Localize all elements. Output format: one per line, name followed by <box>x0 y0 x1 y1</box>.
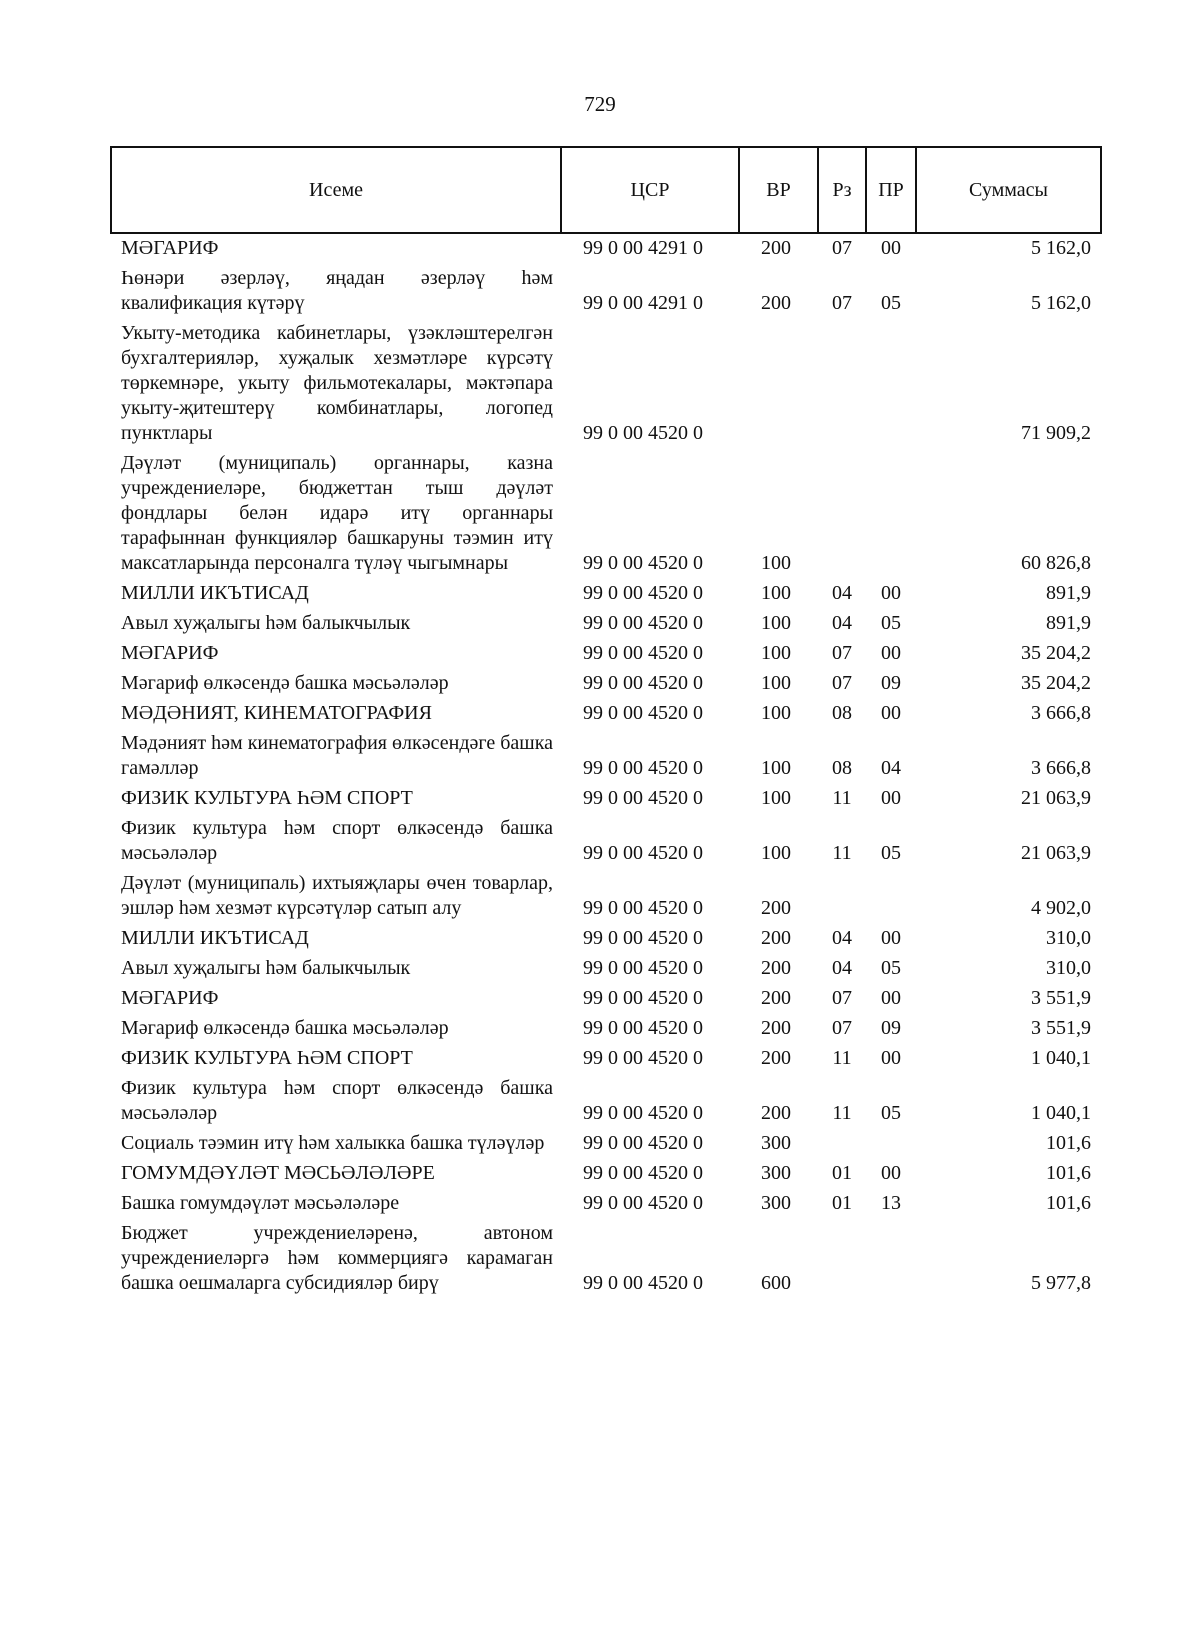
cell-name: Һөнәри әзерләү, яңадан әзерләү һәм квалификация күтәрү <box>121 267 553 314</box>
table-row <box>111 319 1101 449</box>
cell-vr: 100 <box>761 552 791 574</box>
cell-rz: 07 <box>832 1017 852 1039</box>
cell-sum: 891,9 <box>1046 582 1091 604</box>
cell-csr: 99 0 00 4291 0 <box>583 237 703 259</box>
cell-sum: 21 063,9 <box>1021 787 1091 809</box>
table-body <box>111 233 1101 1299</box>
cell-name: Дәүләт (муниципаль) ихтыяҗлары өчен товарлар, эшләр һәм хезмәт күрсәтүләр сатып алу <box>121 872 553 919</box>
cell-vr: 300 <box>761 1192 791 1214</box>
cell-vr: 100 <box>761 842 791 864</box>
cell-rz: 07 <box>832 292 852 314</box>
cell-rz <box>818 319 866 449</box>
cell-rz: 11 <box>832 842 852 864</box>
cell-csr: 99 0 00 4520 0 <box>583 927 703 949</box>
cell-sum: 310,0 <box>1046 927 1091 949</box>
table-row <box>111 609 1101 639</box>
table-row <box>111 954 1101 984</box>
cell-name: МИЛЛИ ИКЪТИСАД <box>121 927 309 949</box>
cell-rz: 08 <box>832 757 852 779</box>
cell-rz: 11 <box>832 787 852 809</box>
cell-sum: 21 063,9 <box>1021 842 1091 864</box>
cell-pr: 05 <box>881 612 901 634</box>
cell-rz: 04 <box>832 582 852 604</box>
cell-pr <box>866 449 916 579</box>
cell-rz: 11 <box>832 1102 852 1124</box>
cell-pr: 00 <box>881 582 901 604</box>
cell-sum: 101,6 <box>1046 1162 1091 1184</box>
table-row <box>111 1129 1101 1159</box>
cell-sum: 3 551,9 <box>1031 987 1091 1009</box>
cell-name: ФИЗИК КУЛЬТУРА ҺӘМ СПОРТ <box>121 787 413 809</box>
cell-name: Мәдәният һәм кинематография өлкәсендәге башка гамәлләр <box>121 732 553 779</box>
cell-pr: 00 <box>881 787 901 809</box>
cell-sum: 891,9 <box>1046 612 1091 634</box>
cell-pr <box>866 1129 916 1159</box>
table-row <box>111 233 1101 264</box>
cell-csr: 99 0 00 4520 0 <box>583 1017 703 1039</box>
table-row <box>111 729 1101 784</box>
cell-sum: 5 162,0 <box>1031 292 1091 314</box>
cell-csr: 99 0 00 4520 0 <box>583 957 703 979</box>
cell-sum: 310,0 <box>1046 957 1091 979</box>
cell-pr: 05 <box>881 957 901 979</box>
cell-vr: 100 <box>761 757 791 779</box>
header-pr: ПР <box>866 147 916 233</box>
cell-vr: 300 <box>761 1162 791 1184</box>
table-row <box>111 984 1101 1014</box>
cell-vr: 200 <box>761 897 791 919</box>
cell-sum: 5 977,8 <box>1031 1272 1091 1294</box>
cell-name: Мәгариф өлкәсендә башка мәсьәләләр <box>121 672 449 694</box>
table-header <box>111 147 1101 233</box>
cell-name: ФИЗИК КУЛЬТУРА ҺӘМ СПОРТ <box>121 1047 413 1069</box>
cell-csr: 99 0 00 4520 0 <box>583 582 703 604</box>
cell-sum: 3 551,9 <box>1031 1017 1091 1039</box>
cell-name: Бюджет учреждениеләренә, автоном учреждениеләргә һәм коммерциягә карамаган башка оешмаларга субсидияләр бирү <box>121 1222 553 1294</box>
cell-name: МӘДӘНИЯТ, КИНЕМАТОГРАФИЯ <box>121 702 432 724</box>
table-row <box>111 449 1101 579</box>
cell-sum: 3 666,8 <box>1031 702 1091 724</box>
cell-pr <box>866 869 916 924</box>
cell-pr: 00 <box>881 1047 901 1069</box>
cell-csr: 99 0 00 4520 0 <box>583 642 703 664</box>
cell-pr: 05 <box>881 842 901 864</box>
cell-vr: 600 <box>761 1272 791 1294</box>
table-row <box>111 784 1101 814</box>
cell-csr: 99 0 00 4520 0 <box>583 612 703 634</box>
cell-sum: 71 909,2 <box>1021 422 1091 444</box>
cell-pr: 05 <box>881 1102 901 1124</box>
cell-vr <box>739 319 818 449</box>
cell-csr: 99 0 00 4291 0 <box>583 292 703 314</box>
cell-sum: 5 162,0 <box>1031 237 1091 259</box>
cell-vr: 100 <box>761 702 791 724</box>
cell-sum: 101,6 <box>1046 1132 1091 1154</box>
cell-sum: 101,6 <box>1046 1192 1091 1214</box>
cell-name: Авыл хуҗалыгы һәм балыкчылык <box>121 957 411 979</box>
cell-rz: 04 <box>832 612 852 634</box>
cell-rz <box>818 1129 866 1159</box>
cell-vr: 200 <box>761 1047 791 1069</box>
table-row <box>111 264 1101 319</box>
cell-rz: 08 <box>832 702 852 724</box>
table-row <box>111 1189 1101 1219</box>
cell-rz: 04 <box>832 927 852 949</box>
cell-vr: 200 <box>761 1017 791 1039</box>
cell-csr: 99 0 00 4520 0 <box>583 1192 703 1214</box>
cell-pr: 09 <box>881 672 901 694</box>
cell-vr: 100 <box>761 787 791 809</box>
cell-sum: 1 040,1 <box>1031 1047 1091 1069</box>
table-row <box>111 1159 1101 1189</box>
cell-sum: 35 204,2 <box>1021 672 1091 694</box>
cell-rz <box>818 869 866 924</box>
cell-vr: 200 <box>761 1102 791 1124</box>
page-number: 729 <box>584 92 616 116</box>
cell-csr: 99 0 00 4520 0 <box>583 422 703 444</box>
cell-csr: 99 0 00 4520 0 <box>583 897 703 919</box>
cell-rz: 04 <box>832 957 852 979</box>
cell-csr: 99 0 00 4520 0 <box>583 1047 703 1069</box>
cell-name: Дәүләт (муниципаль) органнары, казна учреждениеләре, бюджеттан тыш дәүләт фондлары белән идарә итү органнары тарафыннан функцияләр башкаруны тәэмин итү максатларында персоналга түләү чыгымнары <box>121 452 553 574</box>
cell-csr: 99 0 00 4520 0 <box>583 757 703 779</box>
cell-rz: 07 <box>832 237 852 259</box>
cell-name: ГОМУМДӘҮЛӘТ МӘСЬӘЛӘЛӘРЕ <box>121 1162 435 1184</box>
cell-rz: 01 <box>832 1162 852 1184</box>
cell-vr: 100 <box>761 672 791 694</box>
table-row <box>111 924 1101 954</box>
cell-sum: 3 666,8 <box>1031 757 1091 779</box>
cell-rz: 11 <box>832 1047 852 1069</box>
cell-csr: 99 0 00 4520 0 <box>583 1102 703 1124</box>
table-row <box>111 669 1101 699</box>
cell-sum: 60 826,8 <box>1021 552 1091 574</box>
table-row <box>111 639 1101 669</box>
cell-name: МӘГАРИФ <box>121 642 219 664</box>
cell-pr: 09 <box>881 1017 901 1039</box>
cell-pr: 00 <box>881 237 901 259</box>
table-row <box>111 814 1101 869</box>
cell-sum: 35 204,2 <box>1021 642 1091 664</box>
cell-csr: 99 0 00 4520 0 <box>583 987 703 1009</box>
cell-pr: 04 <box>881 757 901 779</box>
cell-vr: 200 <box>761 292 791 314</box>
cell-csr: 99 0 00 4520 0 <box>583 552 703 574</box>
cell-csr: 99 0 00 4520 0 <box>583 1272 703 1294</box>
table-row <box>111 1219 1101 1299</box>
cell-pr: 05 <box>881 292 901 314</box>
cell-sum: 4 902,0 <box>1031 897 1091 919</box>
cell-pr: 00 <box>881 987 901 1009</box>
cell-vr: 200 <box>761 957 791 979</box>
cell-pr: 00 <box>881 1162 901 1184</box>
cell-name: МӘГАРИФ <box>121 987 219 1009</box>
cell-name: МИЛЛИ ИКЪТИСАД <box>121 582 309 604</box>
cell-name: Авыл хуҗалыгы һәм балыкчылык <box>121 612 411 634</box>
header-rz: Рз <box>818 147 866 233</box>
cell-pr <box>866 319 916 449</box>
cell-pr: 00 <box>881 642 901 664</box>
cell-vr: 200 <box>761 237 791 259</box>
cell-csr: 99 0 00 4520 0 <box>583 1162 703 1184</box>
table-row <box>111 869 1101 924</box>
cell-vr: 200 <box>761 927 791 949</box>
cell-csr: 99 0 00 4520 0 <box>583 842 703 864</box>
cell-vr: 100 <box>761 612 791 634</box>
budget-table <box>110 146 1102 1299</box>
cell-pr <box>866 1219 916 1299</box>
header-csr: ЦСР <box>561 147 739 233</box>
cell-vr: 300 <box>761 1132 791 1154</box>
cell-rz <box>818 449 866 579</box>
cell-csr: 99 0 00 4520 0 <box>583 787 703 809</box>
table-row <box>111 1074 1101 1129</box>
cell-name: Физик культура һәм спорт өлкәсендә башка мәсьәләләр <box>121 817 553 864</box>
table-row <box>111 579 1101 609</box>
table-row <box>111 699 1101 729</box>
cell-name: Социаль тәэмин итү һәм халыкка башка түләүләр <box>121 1132 545 1154</box>
cell-name: Башка гомумдәүләт мәсьәләләре <box>121 1192 400 1214</box>
cell-name: Мәгариф өлкәсендә башка мәсьәләләр <box>121 1017 449 1039</box>
header-vr: ВР <box>739 147 818 233</box>
cell-vr: 100 <box>761 642 791 664</box>
cell-pr: 13 <box>881 1192 901 1214</box>
header-name: Исеме <box>111 147 561 233</box>
cell-name: Укыту-методика кабинетлары, үзәкләштерелгән бухгалтерияләр, хуҗалык хезмәтләре күрсәтү төркемнәре, укыту фильмотекалары, мәктәпара укыту-җитештерү комбинатлары, логопед пунктлары <box>121 322 553 444</box>
cell-rz: 07 <box>832 987 852 1009</box>
cell-vr: 200 <box>761 987 791 1009</box>
cell-name: МӘГАРИФ <box>121 237 219 259</box>
cell-rz <box>818 1219 866 1299</box>
table-row <box>111 1044 1101 1074</box>
cell-rz: 01 <box>832 1192 852 1214</box>
cell-rz: 07 <box>832 642 852 664</box>
cell-pr: 00 <box>881 927 901 949</box>
cell-sum: 1 040,1 <box>1031 1102 1091 1124</box>
cell-pr: 00 <box>881 702 901 724</box>
cell-name: Физик культура һәм спорт өлкәсендә башка мәсьәләләр <box>121 1077 553 1124</box>
table-row <box>111 1014 1101 1044</box>
cell-csr: 99 0 00 4520 0 <box>583 702 703 724</box>
cell-rz: 07 <box>832 672 852 694</box>
cell-csr: 99 0 00 4520 0 <box>583 672 703 694</box>
cell-csr: 99 0 00 4520 0 <box>583 1132 703 1154</box>
header-sum: Суммасы <box>916 147 1101 233</box>
cell-vr: 100 <box>761 582 791 604</box>
